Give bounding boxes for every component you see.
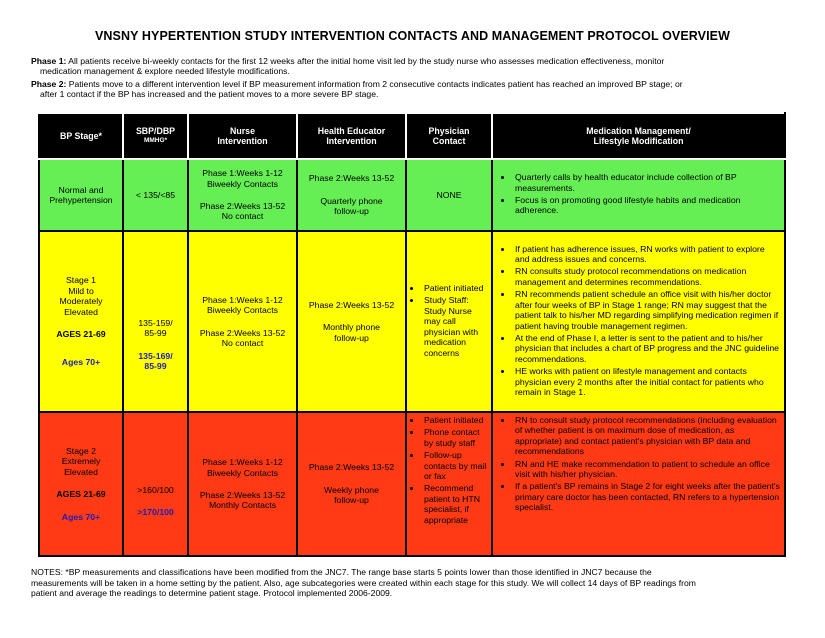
phase-2-text-line1: Patients move to a different intervention level if BP measurement information from 2 consecutive contacts indicates patient has reached an improved BP stage; or xyxy=(68,79,683,89)
header-physician-contact xyxy=(406,113,492,159)
normal-stage-line1: Normal and xyxy=(58,184,104,195)
stage2-educator-c: follow-up xyxy=(334,495,369,506)
stage1-sbp-b-line1: 135-169/ xyxy=(138,350,173,361)
phase-2-description xyxy=(31,79,801,100)
normal-sbp-cell: < 135/<85 xyxy=(123,159,188,231)
stage2-nurse-phase1-a: Phase 1:Weeks 1-12 xyxy=(202,457,283,468)
notes-line1: NOTES: *BP measurements and classifications have been modified from the JNC7. The range base starts 5 points lower than those identified in JNC7 because the xyxy=(31,567,652,577)
list-item: • RN recommends patient schedule an office visit with his/her doctor after four weeks of BP in Stage 1 range; RN may suggest that the patient talk to his/her MD regarding simplifying medication regimen if patient having trouble management regimen. xyxy=(513,289,781,331)
stage1-medication-list xyxy=(496,244,781,398)
stage2-medication-cell xyxy=(492,412,785,556)
stage2-sbp-b: >170/100 xyxy=(137,507,174,517)
list-item: • If patient has adherence issues, RN works with patient to explore and address issues and concerns. xyxy=(513,244,781,265)
normal-physician-cell: NONE xyxy=(406,159,492,231)
list-item: • RN to consult study protocol recommendations (including evaluation of whether patient is on maximum dose of medication, as appropriate) and contact patient's physician with BP data and recommendations xyxy=(513,415,781,457)
stage2-educator-b: Weekly phone xyxy=(324,484,379,495)
stage2-stage-line2: Extremely xyxy=(61,456,101,467)
protocol-table xyxy=(38,112,786,557)
notes-line2: measurements will be taken in a home setting by the patient. Also, age subcategories were created within each stage for this study. We will collect 14 days of BP readings from xyxy=(31,577,696,588)
list-item: • If a patient's BP remains in Stage 2 for eight weeks after the patient's primary care doctor has been contacted, RN refers to a hypertension specialist. xyxy=(513,481,781,512)
stage1-nurse-phase2-a: Phase 2:Weeks 13-52 xyxy=(199,327,286,338)
stage1-stage-line2: Mild to xyxy=(68,285,94,296)
phase-1-text-line1: All patients receive bi-weekly contacts for the first 12 weeks after the initial home visit led by the study nurse who assesses medication effectiveness, monitor xyxy=(68,56,665,66)
stage2-medication-list xyxy=(496,415,781,513)
normal-nurse-phase1-a: Phase 1:Weeks 1-12 xyxy=(202,168,283,179)
normal-educator-cell xyxy=(297,159,406,231)
phase-1-description xyxy=(31,56,801,77)
stage2-nurse-phase1-b: Biweekly Contacts xyxy=(207,467,278,478)
header-sbp-dbp xyxy=(123,113,188,159)
header-educator-line2: Intervention xyxy=(326,136,377,146)
list-item: • At the end of Phase I, a letter is sent to the patient and to his/her physician that includes a chart of BP progress and the JNC guideline recommendations. xyxy=(513,333,781,364)
normal-educator-a: Phase 2:Weeks 13-52 xyxy=(308,173,395,184)
header-nurse-intervention xyxy=(188,113,297,159)
normal-educator-c: follow-up xyxy=(334,206,369,217)
header-medication-management xyxy=(492,113,785,159)
header-physician-line1: Physician xyxy=(428,125,470,136)
stage2-stage-cell xyxy=(39,412,123,556)
stage1-nurse-cell xyxy=(188,231,297,412)
stage2-nurse-phase2-a: Phase 2:Weeks 13-52 xyxy=(199,490,286,500)
header-bp-stage: BP Stage* xyxy=(39,113,123,159)
stage2-ages-21-69: AGES 21-69 xyxy=(56,489,106,500)
stage1-nurse-phase1-a: Phase 1:Weeks 1-12 xyxy=(202,294,283,305)
normal-medication-list xyxy=(496,172,781,216)
stage1-ages-21-69: AGES 21-69 xyxy=(56,328,106,339)
stage1-stage-line1: Stage 1 xyxy=(66,275,96,286)
header-medication-line2: Lifestyle Modification xyxy=(593,136,684,146)
list-item: • HE works with patient on lifestyle management and contacts physician every 2 months after the initial contact for patients who remain in Stage 1. xyxy=(513,366,781,397)
stage1-educator-a: Phase 2:Weeks 13-52 xyxy=(308,299,395,310)
stage1-physician-list xyxy=(410,283,488,358)
phase-1-label: Phase 1: xyxy=(31,56,67,66)
stage1-sbp-b-line2: 85-99 xyxy=(144,360,167,371)
stage1-nurse-phase2-b: No contact xyxy=(221,337,264,348)
stage2-nurse-cell xyxy=(188,412,297,556)
table-row-stage2 xyxy=(39,412,785,556)
normal-educator-b: Quarterly phone xyxy=(320,195,383,206)
normal-stage-line2: Prehypertension xyxy=(49,195,113,205)
normal-nurse-phase2-a: Phase 2:Weeks 13-52 xyxy=(199,201,286,211)
stage1-nurse-phase1-b: Biweekly Contacts xyxy=(207,305,278,316)
normal-nurse-phase2-b: No contact xyxy=(221,211,264,222)
list-item: • Patient initiated xyxy=(422,283,488,293)
stage1-educator-cell xyxy=(297,231,406,412)
stage1-educator-b: Monthly phone xyxy=(323,322,380,333)
normal-nurse-phase1-b: Biweekly Contacts xyxy=(207,178,278,189)
normal-stage-cell xyxy=(39,159,123,231)
header-sbp-dbp-label: SBP/DBP xyxy=(135,125,176,136)
list-item: • Phone contact by study staff xyxy=(422,427,488,448)
stage1-stage-cell xyxy=(39,231,123,412)
stage2-sbp-a: >160/100 xyxy=(137,484,174,495)
notes-line3: patient and average the readings to determine patient stage. Protocol implemented 2006-2009. xyxy=(31,588,393,599)
stage1-physician-cell xyxy=(406,231,492,412)
header-educator-intervention xyxy=(297,113,406,159)
normal-medication-cell xyxy=(492,159,785,231)
header-mmhg-label: MMHG* xyxy=(143,137,168,144)
document-title: VNSNY HYPERTENTION STUDY INTERVENTION CONTACTS AND MANAGEMENT PROTOCOL OVERVIEW xyxy=(94,29,731,43)
stage1-educator-c: follow-up xyxy=(334,332,369,343)
table-row-normal xyxy=(39,159,785,231)
stage2-ages-70-plus: Ages 70+ xyxy=(61,511,101,522)
header-educator-line1: Health Educator xyxy=(317,125,386,136)
stage1-sbp-cell xyxy=(123,231,188,412)
list-item: • Focus is on promoting good lifestyle habits and medication adherence. xyxy=(513,195,781,216)
stage2-sbp-cell xyxy=(123,412,188,556)
header-nurse-line1: Nurse xyxy=(230,125,255,136)
stage2-stage-line1: Stage 2 xyxy=(66,445,96,456)
list-item: • RN and HE make recommendation to patient to schedule an office visit with his/her physician. xyxy=(513,459,781,480)
list-item: • Quarterly calls by health educator include collection of BP measurements. xyxy=(513,172,781,193)
stage1-sbp-a-line1: 135-159/ xyxy=(138,317,173,328)
normal-nurse-cell xyxy=(188,159,297,231)
phase-1-text-line2: medication management & explore needed lifestyle modifications. xyxy=(40,66,290,77)
stage1-sbp-a-line2: 85-99 xyxy=(144,328,167,339)
stage2-educator-a: Phase 2:Weeks 13-52 xyxy=(308,462,395,473)
stage1-ages-70-plus: Ages 70+ xyxy=(61,357,101,368)
table-row-stage1 xyxy=(39,231,785,412)
list-item: • Patient initiated xyxy=(422,415,488,425)
stage2-physician-cell xyxy=(406,412,492,556)
stage1-stage-line4: Elevated xyxy=(64,306,98,317)
header-medication-line1: Medication Management/ xyxy=(586,125,691,136)
stage2-educator-cell xyxy=(297,412,406,556)
stage2-physician-list xyxy=(410,415,488,525)
phase-2-label: Phase 2: xyxy=(31,79,67,89)
notes-section xyxy=(31,567,781,599)
header-physician-line2: Contact xyxy=(432,136,466,146)
list-item: • RN consults study protocol recommendations on medication management and determines recommendations. xyxy=(513,266,781,287)
stage1-stage-line3: Moderately xyxy=(59,296,103,307)
list-item: • Study Staff: Study Nurse may call physician with medication concerns xyxy=(422,295,488,357)
stage2-stage-line3: Elevated xyxy=(64,466,98,477)
phase-2-text-line2: after 1 contact if the BP has increased and the patient moves to a more severe BP stage. xyxy=(40,89,379,100)
list-item: • Follow-up contacts by mail or fax xyxy=(422,450,488,481)
header-nurse-line2: Intervention xyxy=(217,136,268,146)
stage2-nurse-phase2-b: Monthly Contacts xyxy=(208,500,277,511)
stage1-medication-cell xyxy=(492,231,785,412)
table-header-row xyxy=(39,113,785,159)
list-item: • Recommend patient to HTN specialist, if appropriate xyxy=(422,483,488,525)
